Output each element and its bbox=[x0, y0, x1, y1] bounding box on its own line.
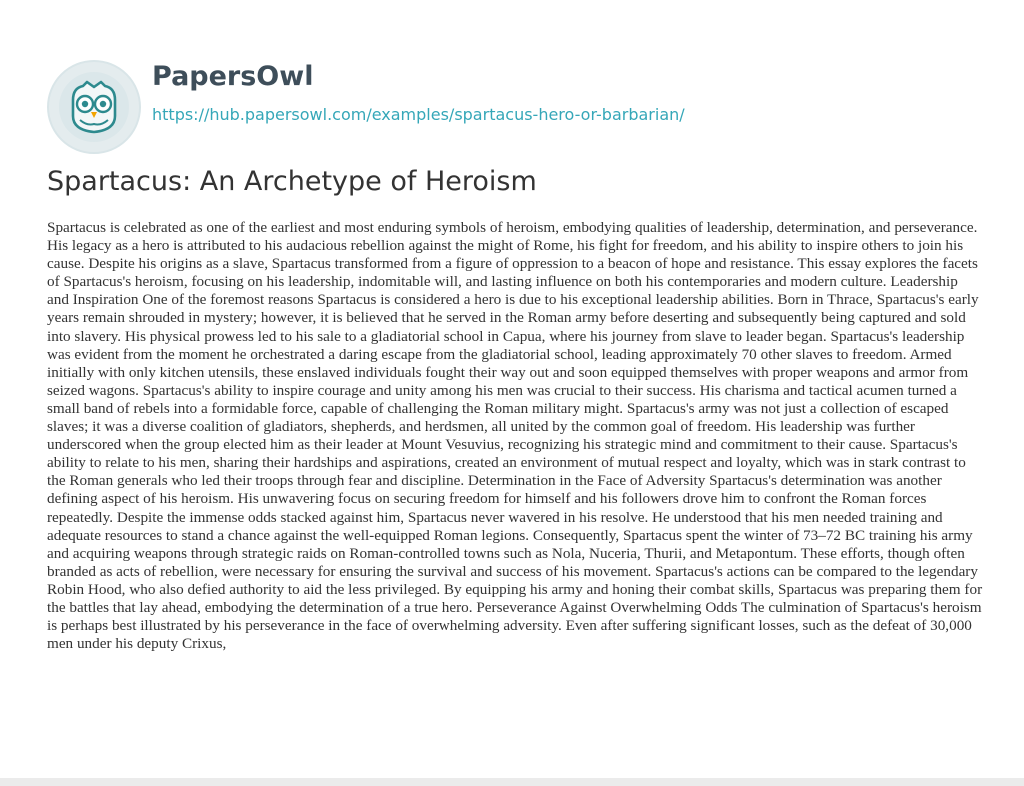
source-url-link[interactable]: https://hub.papersowl.com/examples/spartacus-hero-or-barbarian/ bbox=[152, 105, 685, 124]
essay-paragraph: Spartacus is celebrated as one of the earliest and most enduring symbols of heroism, embodying qualities of leadership, determination, and perseverance. His legacy as a hero is attributed to his audacious rebellion against the might of Rome, his fight for freedom, and his ability to inspire others to join his cause. Despite his origins as a slave, Spartacus transformed from a figure of oppression to a beacon of hope and resistance. This essay explores the facets of Spartacus's heroism, focusing on his leadership, indomitable will, and lasting influence on both his contemporaries and modern culture. Leadership and Inspiration One of the foremost reasons Spartacus is considered a hero is due to his exceptional leadership abilities. Born in Thrace, Spartacus's early years remain shrouded in mystery; however, it is believed that he served in the Roman army before deserting and subsequently being captured and sold into slavery. His physical prowess led to his sale to a gladiatorial school in Capua, where his journey from slave to leader began. Spartacus's leadership was evident from the moment he orchestrated a daring escape from the gladiatorial school, leading approximately 70 other slaves to freedom. Armed initially with only kitchen utensils, these enslaved individuals fought their way out and soon equipped themselves with proper weapons and armor from seized wagons. Spartacus's ability to inspire courage and unity among his men was crucial to their success. His charisma and tactical acumen turned a small band of rebels into a formidable force, capable of challenging the Roman military might. Spartacus's army was not just a collection of escaped slaves; it was a diverse coalition of gladiators, shepherds, and herdsmen, all united by the common goal of freedom. His leadership was further underscored when the group elected him as their leader at Mount Vesuvius, recognizing his strategic mind and commitment to their cause. Spartacus's ability to relate to his men, sharing their hardships and aspirations, created an environment of mutual respect and loyalty, which was in stark contrast to the Roman generals who led their troops through fear and discipline. Determination in the Face of Adversity Spartacus's determination was another defining aspect of his heroism. His unwavering focus on securing freedom for himself and his followers drove him to confront the Roman forces repeatedly. Despite the immense odds stacked against him, Spartacus never wavered in his resolve. He understood that his men needed training and adequate resources to stand a chance against the well-equipped Roman legions. Consequently, Spartacus spent the winter of 73–72 BC training his army and acquiring weapons through strategic raids on Roman-controlled towns such as Nola, Nuceria, Thurii, and Metapontum. These efforts, though often branded as acts of rebellion, were necessary for ensuring the survival and success of his movement. Spartacus's actions can be compared to the legendary Robin Hood, who also defied authority to aid the less privileged. By equipping his army and honing their combat skills, Spartacus was preparing them for the battles that lay ahead, embodying the determination of a true hero. Perseverance Against Overwhelming Odds The culmination of Spartacus's heroism is perhaps best illustrated by his perseverance in the face of overwhelming adversity. Even after suffering significant losses, such as the defeat of 30,000 men under his deputy Crixus, bbox=[47, 219, 983, 653]
site-header bbox=[0, 0, 1024, 150]
essay-title: Spartacus: An Archetype of Heroism bbox=[47, 166, 537, 197]
brand-name[interactable]: PapersOwl bbox=[152, 61, 314, 92]
owl-logo-icon[interactable] bbox=[47, 60, 141, 154]
footer-divider bbox=[0, 778, 1024, 786]
essay-body bbox=[47, 219, 983, 653]
